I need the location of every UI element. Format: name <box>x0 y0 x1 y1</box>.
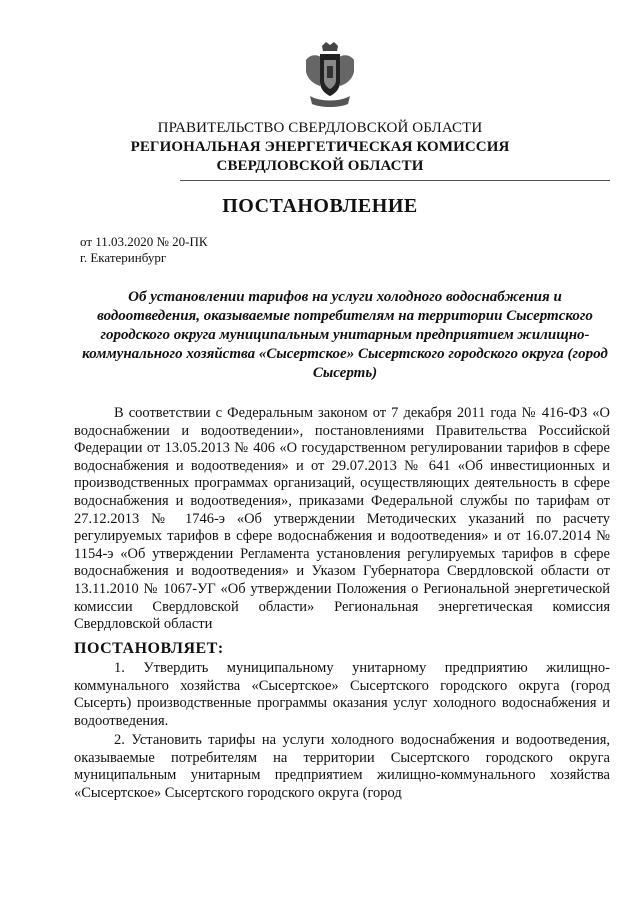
document-type-title: ПОСТАНОВЛЕНИЕ <box>222 195 418 217</box>
resolution-item-2: 2. Установить тарифы на услуги холодного водоснабжения и водоотведения, оказываемые потребителям на территории Сысертского городского округа муниципальным унитарным предприятием жилищно-коммунального хозяйства «Сысертское» Сысертского городского округа (город <box>74 732 610 801</box>
document-subject: Об установлении тарифов на услуги холодного водоснабжения и водоотведения, оказываемые потребителям на территории Сысертского городского округа муниципальным унитарным предприятием жилищно-коммунального хозяйства «Сысертское» Сысертского городского округа (город Сысерть) <box>82 289 608 381</box>
preamble-paragraph: В соответствии с Федеральным законом от 7 декабря 2011 года № 416-ФЗ «О водоснабжении и водоотведении», постановлениями Правительства Российской Федерации от 13.05.2013 № 406 «О государственном регулировании тарифов в сфере водоснабжения и водоотведения» и от 29.07.2013 № 641 «Об инвестиционных и производственных программах организаций, осуществляющих деятельность в сфере водоснабжения и водоотведения», приказами Федеральной службы по тарифам от 27.12.2013 № 1746-э «Об утверждении Методических указаний по расчету регулируемых тарифов в сфере водоснабжения и водоотведения» и от 16.07.2014 № 1154-э «Об утверждении Регламента установления регулируемых тарифов в сфере водоснабжения и водоотведения» и Указом Губернатора Свердловской области от 13.11.2010 № 1067-УГ «Об утверждении Положения о Региональной энергетической комиссии Свердловской области» Региональная энергетическая комиссия Свердловской области <box>74 405 610 633</box>
resolves-heading: ПОСТАНОВЛЯЕТ: <box>74 640 224 657</box>
commission-region: СВЕРДЛОВСКОЙ ОБЛАСТИ <box>216 158 424 174</box>
authority-name: ПРАВИТЕЛЬСТВО СВЕРДЛОВСКОЙ ОБЛАСТИ <box>157 120 483 136</box>
document-city: г. Екатеринбург <box>80 250 167 265</box>
document-date-number: от 11.03.2020 № 20-ПК <box>80 234 208 249</box>
commission-name: РЕГИОНАЛЬНАЯ ЭНЕРГЕТИЧЕСКАЯ КОМИССИЯ <box>130 139 510 155</box>
resolution-item-1: 1. Утвердить муниципальному унитарному предприятию жилищно-коммунального хозяйства «Сысертское» Сысертского городского округа (город Сысерть) производственные программы оказания услуг холодного водоснабжения и водоотведения. <box>74 660 610 729</box>
header-divider <box>180 180 610 181</box>
coat-of-arms-icon <box>300 40 360 112</box>
